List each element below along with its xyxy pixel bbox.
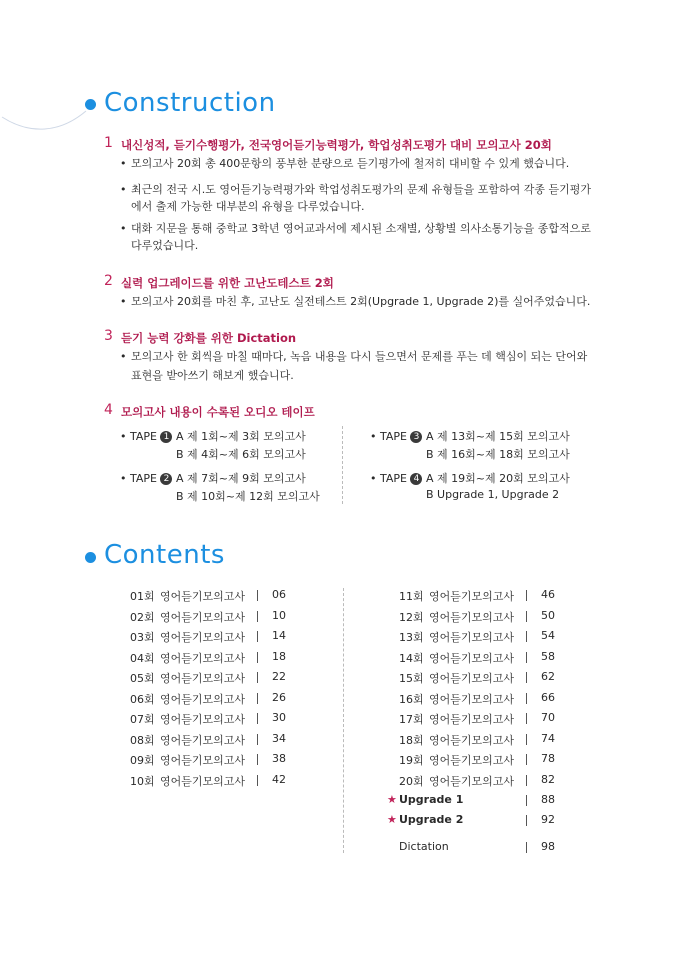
toc-separator — [257, 734, 258, 745]
toc-separator — [526, 713, 527, 724]
toc-page-number: 62 — [541, 670, 555, 683]
toc-page-number: 54 — [541, 629, 555, 642]
tape-1 — [120, 428, 306, 444]
toc-session-number: 06회 — [130, 692, 155, 706]
toc-separator — [526, 795, 527, 806]
toc-page-number: 38 — [272, 752, 286, 765]
toc-page-number: 58 — [541, 649, 555, 663]
toc-separator — [526, 734, 527, 745]
toc-separator — [257, 611, 258, 622]
toc-title: 영어듣기모의고사 — [160, 590, 246, 603]
toc-row[interactable] — [399, 629, 571, 647]
toc-session-number: 19회 — [399, 754, 424, 767]
toc-row[interactable] — [130, 732, 302, 750]
section-bullet-icon — [85, 99, 96, 110]
toc-separator — [526, 775, 527, 786]
toc-title: 영어듣기모의고사 — [429, 713, 515, 726]
item-number: 3 — [104, 328, 113, 344]
toc-title: 영어듣기모의고사 — [160, 692, 246, 706]
toc-separator — [257, 652, 258, 663]
star-icon: ★ — [387, 793, 397, 806]
contents-divider — [343, 588, 344, 853]
tape-side-b: B 제 10회~제 12회 모의고사 — [176, 490, 320, 503]
toc-row[interactable] — [130, 711, 302, 729]
toc-title: 영어듣기모의고사 — [429, 651, 515, 665]
toc-title: 영어듣기모의고사 — [160, 774, 246, 788]
bullet-text: • 모의고사 20회를 마친 후, 고난도 실전테스트 2회(Upgrade 1, Upgrade 2)를 실어주었습니다. — [131, 292, 590, 311]
item-title: 모의고사 내용이 수록된 오디오 테이프 — [121, 405, 315, 419]
toc-separator — [526, 815, 527, 826]
toc-row[interactable] — [399, 840, 571, 858]
toc-title: 영어듣기모의고사 — [160, 733, 246, 747]
tape-number-badge: 3 — [410, 431, 422, 443]
item-number: 4 — [104, 402, 113, 418]
toc-row[interactable] — [130, 650, 302, 668]
toc-page-number: 46 — [541, 588, 555, 601]
toc-session-number: 04회 — [130, 651, 155, 665]
toc-title: 영어듣기모의고사 — [429, 692, 515, 706]
bullet-text: • 대화 지문을 통해 중학교 3학년 영어교과서에 제시된 소재별, 상황별 의사소통기능을 종합적으로 — [131, 219, 591, 238]
toc-title: Upgrade 1 — [399, 793, 464, 806]
star-icon: ★ — [387, 813, 397, 826]
toc-page-number: 06 — [272, 588, 286, 601]
toc-page-number: 92 — [541, 813, 555, 826]
toc-title: 영어듣기모의고사 — [429, 672, 515, 685]
toc-title: 영어듣기모의고사 — [160, 672, 246, 685]
toc-title: 영어듣기모의고사 — [160, 754, 246, 767]
toc-row[interactable] — [399, 609, 571, 627]
bullet-text: • 최근의 전국 시.도 영어듣기능력평가와 학업성취도평가의 문제 유형들을 포함하여 각종 듣기평가 — [131, 180, 591, 199]
toc-separator — [257, 713, 258, 724]
tape-label: • TAPE — [120, 430, 157, 443]
toc-session-number: 16회 — [399, 692, 424, 706]
toc-page-number: 34 — [272, 731, 286, 745]
tape-3 — [370, 428, 570, 444]
bullet-text-cont: 표현을 받아쓰기 해보게 했습니다. — [131, 369, 294, 382]
toc-row[interactable] — [130, 670, 302, 688]
toc-page-number: 88 — [541, 793, 555, 806]
toc-session-number: 20회 — [399, 774, 424, 788]
toc-separator — [257, 631, 258, 642]
item-number: 2 — [104, 273, 113, 289]
toc-page-number: 18 — [272, 649, 286, 663]
toc-separator — [257, 590, 258, 601]
toc-session-number: 15회 — [399, 672, 424, 685]
toc-row[interactable] — [399, 650, 571, 668]
toc-separator — [257, 693, 258, 704]
toc-title: 영어듣기모의고사 — [429, 754, 515, 767]
toc-title: 영어듣기모의고사 — [160, 713, 246, 726]
toc-separator — [526, 693, 527, 704]
toc-row[interactable] — [399, 732, 571, 750]
toc-session-number: 07회 — [130, 713, 155, 726]
toc-session-number: 09회 — [130, 754, 155, 767]
tape-number-badge: 1 — [160, 431, 172, 443]
toc-session-number: 10회 — [130, 774, 155, 788]
item-title: 실력 업그레이드를 위한 고난도테스트 2회 — [121, 276, 334, 290]
toc-session-number: 13회 — [399, 631, 424, 644]
toc-title: 영어듣기모의고사 — [429, 733, 515, 747]
toc-session-number: 03회 — [130, 631, 155, 644]
tape-label: • TAPE — [370, 472, 407, 485]
bullet-text: • 모의고사 20회 총 400문항의 풍부한 분량으로 듣기평가에 철저히 대비할 수 있게 했습니다. — [131, 154, 569, 173]
section-bullet-icon — [85, 552, 96, 563]
toc-session-number: 08회 — [130, 733, 155, 747]
toc-separator — [257, 754, 258, 765]
toc-title: 영어듣기모의고사 — [160, 631, 246, 644]
toc-page-number: 70 — [541, 711, 555, 724]
toc-row[interactable] — [130, 629, 302, 647]
toc-page-number: 74 — [541, 731, 555, 745]
item-title: 듣기 능력 강화를 위한 Dictation — [121, 331, 297, 345]
toc-title: 영어듣기모의고사 — [160, 651, 246, 665]
tape-2 — [120, 470, 306, 486]
toc-title: 영어듣기모의고사 — [429, 590, 515, 603]
toc-page-number: 50 — [541, 608, 555, 622]
toc-session-number: 01회 — [130, 590, 155, 603]
tape-label: • TAPE — [120, 472, 157, 485]
toc-title: 영어듣기모의고사 — [429, 610, 515, 624]
toc-separator — [526, 611, 527, 622]
toc-separator — [257, 775, 258, 786]
tape-number-badge: 4 — [410, 473, 422, 485]
tape-number-badge: 2 — [160, 473, 172, 485]
toc-page-number: 98 — [541, 840, 555, 853]
toc-session-number: 02회 — [130, 610, 155, 624]
toc-row[interactable] — [387, 813, 571, 831]
toc-page-number: 82 — [541, 772, 555, 786]
toc-session-number: 14회 — [399, 651, 424, 665]
toc-title: Dictation — [399, 840, 449, 853]
toc-page-number: 30 — [272, 711, 286, 724]
tape-side-a: A 제 13회~제 15회 모의고사 — [425, 430, 570, 443]
toc-row[interactable] — [130, 773, 302, 791]
toc-page-number: 42 — [272, 772, 286, 786]
bullet-text-cont: 에서 출제 가능한 대부분의 유형을 다루었습니다. — [131, 200, 365, 213]
tape-divider — [342, 426, 343, 504]
toc-page-number: 66 — [541, 690, 555, 704]
item-title: 내신성적, 듣기수행평가, 전국영어듣기능력평가, 학업성취도평가 대비 모의고사 20회 — [121, 138, 552, 152]
toc-title: 영어듣기모의고사 — [429, 631, 515, 644]
tape-side-b: B 제 4회~제 6회 모의고사 — [176, 448, 306, 461]
toc-row[interactable] — [399, 773, 571, 791]
toc-title: 영어듣기모의고사 — [160, 610, 246, 624]
toc-row[interactable] — [399, 752, 571, 770]
toc-row[interactable] — [399, 711, 571, 729]
bullet-text: • 모의고사 한 회씩을 마칠 때마다, 녹음 내용을 다시 들으면서 문제를 푸는 데 핵심이 되는 단어와 — [131, 347, 587, 366]
toc-page-number: 26 — [272, 690, 286, 704]
tape-side-a: A 제 19회~제 20회 모의고사 — [425, 472, 570, 485]
toc-row[interactable] — [130, 609, 302, 627]
tape-4 — [370, 470, 570, 486]
toc-page-number: 22 — [272, 670, 286, 683]
toc-row[interactable] — [387, 793, 571, 811]
toc-title: Upgrade 2 — [399, 813, 464, 826]
toc-session-number: 05회 — [130, 672, 155, 685]
toc-separator — [526, 590, 527, 601]
toc-row[interactable] — [399, 691, 571, 709]
tape-side-a: A 제 7회~제 9회 모의고사 — [175, 472, 306, 485]
contents-title: Contents — [104, 540, 225, 570]
toc-row[interactable] — [130, 752, 302, 770]
toc-session-number: 18회 — [399, 733, 424, 747]
tape-label: • TAPE — [370, 430, 407, 443]
toc-session-number: 12회 — [399, 610, 424, 624]
toc-page-number: 78 — [541, 752, 555, 765]
toc-page-number: 10 — [272, 608, 286, 622]
toc-separator — [526, 652, 527, 663]
toc-session-number: 17회 — [399, 713, 424, 726]
toc-separator — [526, 842, 527, 853]
tape-side-a: A 제 1회~제 3회 모의고사 — [175, 430, 306, 443]
toc-row[interactable] — [399, 670, 571, 688]
tape-side-b: B 제 16회~제 18회 모의고사 — [426, 448, 570, 461]
toc-separator — [526, 631, 527, 642]
item-number: 1 — [104, 135, 113, 151]
toc-session-number: 11회 — [399, 590, 424, 603]
construction-title: Construction — [104, 88, 276, 118]
toc-separator — [526, 672, 527, 683]
toc-row[interactable] — [130, 691, 302, 709]
bullet-text-cont: 다루었습니다. — [131, 239, 199, 252]
tape-side-b: B Upgrade 1, Upgrade 2 — [426, 488, 560, 501]
toc-separator — [526, 754, 527, 765]
toc-title: 영어듣기모의고사 — [429, 774, 515, 788]
toc-separator — [257, 672, 258, 683]
toc-row[interactable] — [399, 588, 571, 606]
toc-row[interactable] — [130, 588, 302, 606]
toc-page-number: 14 — [272, 629, 286, 642]
